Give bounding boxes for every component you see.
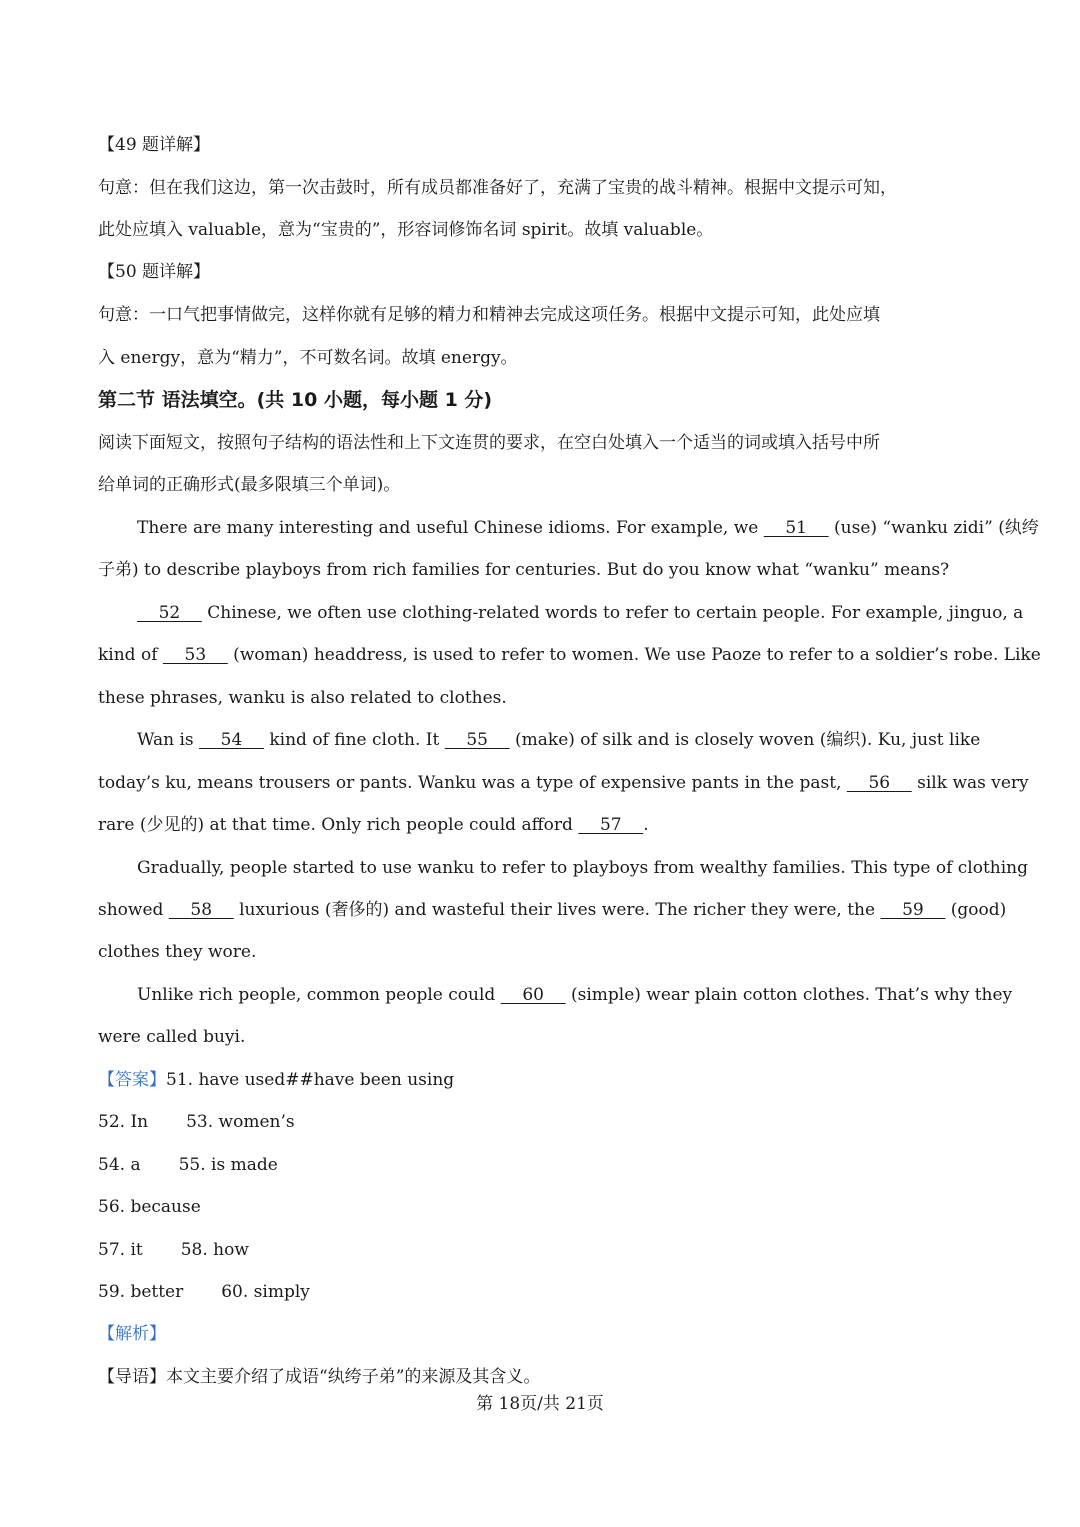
blank-57: 57 bbox=[578, 815, 644, 835]
q49-explanation-line2: 此处应填入 valuable，意为“宝贵的”，形容词修饰名词 spirit。故填 valuable。 bbox=[98, 220, 714, 240]
q49-explanation-line1: 句意：但在我们这边，第一次击鼓时，所有成员都准备好了，充满了宝贵的战斗精神。根据中文提示可知， bbox=[98, 178, 897, 198]
section-instruction-line1: 阅读下面短文，按照句子结构的语法性和上下文连贯的要求，在空白处填入一个适当的词或填入括号中所 bbox=[98, 433, 880, 453]
passage-p2-line2 bbox=[98, 643, 1041, 667]
answer-row-2 bbox=[98, 1110, 295, 1134]
text: silk was very bbox=[911, 773, 1029, 793]
answer-55: 55. is made bbox=[178, 1155, 278, 1175]
text: (simple) wear plain cotton clothes. That’s why they bbox=[565, 985, 1013, 1005]
answer-52: 52. In bbox=[98, 1112, 149, 1132]
analysis-tag: 【解析】 bbox=[98, 1324, 166, 1344]
passage-p5-line1 bbox=[137, 983, 1012, 1007]
passage-p4-line3: clothes they wore. bbox=[98, 942, 257, 962]
q50-explanation-line2: 入 energy，意为“精力”，不可数名词。故填 energy。 bbox=[98, 348, 518, 368]
answer-row-1 bbox=[98, 1068, 454, 1092]
section-title: 第二节 语法填空。(共 10 小题，每小题 1 分) bbox=[98, 389, 493, 411]
blank-58: 58 bbox=[168, 900, 234, 920]
answer-53: 53. women’s bbox=[186, 1112, 295, 1132]
text: . bbox=[643, 815, 649, 835]
passage-p2-line1 bbox=[137, 601, 1023, 625]
analysis-intro: 【导语】本文主要介绍了成语“纨绔子弟”的来源及其含义。 bbox=[98, 1367, 541, 1387]
passage-p4-line1: Gradually, people started to use wanku to refer to playboys from wealthy families. This type of clothing bbox=[137, 858, 1029, 878]
text: showed bbox=[98, 900, 169, 920]
text: (good) bbox=[945, 900, 1007, 920]
answer-row-3 bbox=[98, 1153, 278, 1177]
text: today’s ku, means trousers or pants. Wanku was a type of expensive pants in the past, bbox=[98, 773, 847, 793]
passage-p5-line2: were called buyi. bbox=[98, 1027, 246, 1047]
text: luxurious (奢侈的) and wasteful their lives were. The richer they were, the bbox=[233, 900, 881, 920]
q50-explanation-line1: 句意：一口气把事情做完，这样你就有足够的精力和精神去完成这项任务。根据中文提示可知，此处应填 bbox=[98, 305, 880, 325]
answer-row-4 bbox=[98, 1195, 201, 1219]
blank-51: 51 bbox=[763, 518, 829, 538]
section-instruction-line2: 给单词的正确形式(最多限填三个单词)。 bbox=[98, 475, 401, 495]
text: Chinese, we often use clothing-related words to refer to certain people. For example, jinguo, a bbox=[201, 603, 1024, 623]
q49-heading: 【49 题详解】 bbox=[98, 135, 211, 155]
passage-p1-line2: 子弟) to describe playboys from rich families for centuries. But do you know what “wanku” means? bbox=[98, 560, 950, 580]
passage-p2-line3: these phrases, wanku is also related to clothes. bbox=[98, 688, 507, 708]
answer-56: 56. because bbox=[98, 1197, 201, 1217]
blank-55: 55 bbox=[444, 730, 510, 750]
answer-54: 54. a bbox=[98, 1155, 141, 1175]
text: (use) “wanku zidi” (纨绔 bbox=[828, 518, 1039, 538]
answer-60: 60. simply bbox=[221, 1282, 310, 1302]
blank-54: 54 bbox=[199, 730, 264, 750]
passage-p4-line2 bbox=[98, 898, 1006, 922]
answer-tag: 【答案】 bbox=[98, 1070, 166, 1090]
passage-p3-line1 bbox=[137, 728, 980, 752]
q50-heading: 【50 题详解】 bbox=[98, 262, 211, 282]
text: kind of bbox=[98, 645, 163, 665]
answer-row-5 bbox=[98, 1238, 249, 1262]
blank-60: 60 bbox=[500, 985, 566, 1005]
blank-56: 56 bbox=[846, 773, 912, 793]
passage-p1-line1 bbox=[137, 516, 1039, 540]
text: Unlike rich people, common people could bbox=[137, 985, 501, 1005]
text: rare (少见的) at that time. Only rich people could afford bbox=[98, 815, 579, 835]
answer-row-6 bbox=[98, 1280, 310, 1304]
text: There are many interesting and useful Chinese idioms. For example, we bbox=[137, 518, 764, 538]
text: (woman) headdress, is used to refer to women. We use Paoze to refer to a soldier’s robe. Like bbox=[227, 645, 1041, 665]
answer-57: 57. it bbox=[98, 1240, 143, 1260]
answer-51: 51. have used##have been using bbox=[166, 1070, 455, 1090]
passage-p3-line2 bbox=[98, 771, 1029, 795]
blank-53: 53 bbox=[162, 645, 228, 665]
text: kind of fine cloth. It bbox=[263, 730, 445, 750]
passage-p3-line3 bbox=[98, 813, 649, 837]
page-footer: 第 18页/共 21页 bbox=[476, 1394, 604, 1414]
text: Wan is bbox=[137, 730, 200, 750]
blank-52: 52 bbox=[137, 603, 202, 623]
blank-59: 59 bbox=[880, 900, 946, 920]
text: (make) of silk and is closely woven (编织). Ku, just like bbox=[509, 730, 981, 750]
answer-59: 59. better bbox=[98, 1282, 184, 1302]
answer-58: 58. how bbox=[180, 1240, 249, 1260]
